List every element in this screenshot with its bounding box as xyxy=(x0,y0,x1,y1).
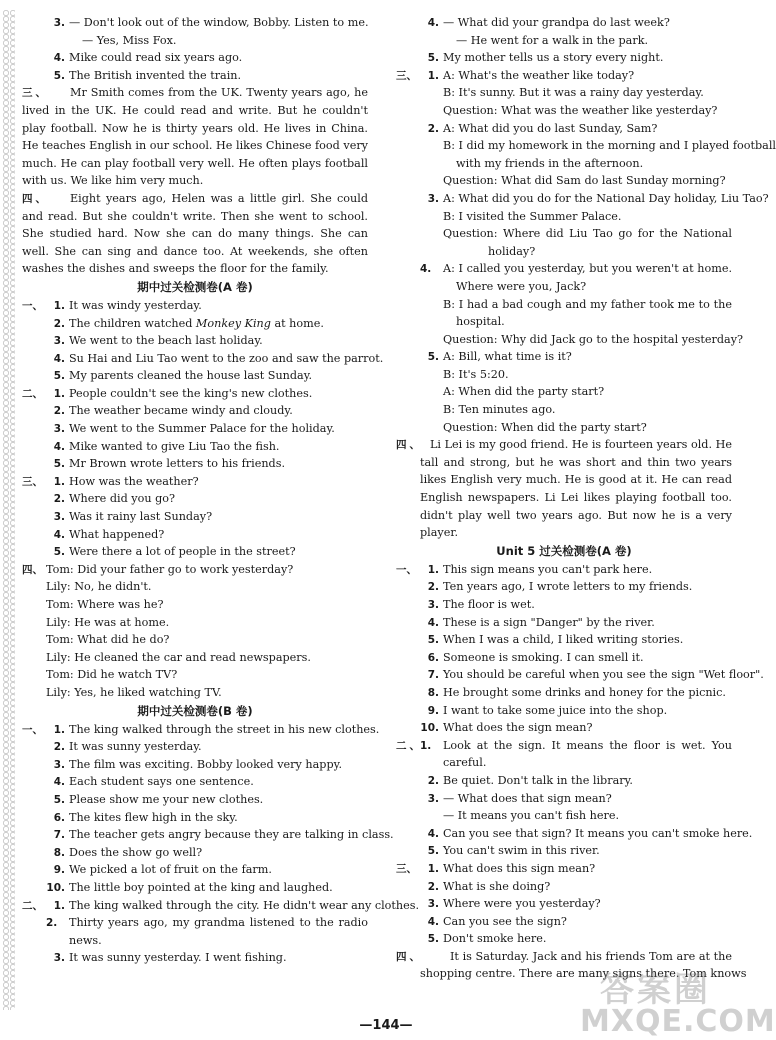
dialogue-line: B: It's sunny. But it was a rainy day yesterday. xyxy=(443,86,704,100)
list-item: 3. Was it rainy last Sunday? xyxy=(53,510,213,524)
list-item: 2. Thirty years ago, my grandma listened to the radio xyxy=(46,916,368,930)
list-item: 3. We went to the Summer Palace for the holiday. xyxy=(53,422,335,436)
dialogue-line: Lily: He was at home. xyxy=(46,615,170,629)
section-heading: Unit 5 过关检测卷(A 卷) xyxy=(496,543,632,558)
dialogue-line: B: I visited the Summer Palace. xyxy=(443,209,622,223)
paragraph-line: shopping centre. There are many signs there. Tom knows xyxy=(420,967,747,981)
list-item: 5. Were there a lot of people in the street? xyxy=(53,545,296,559)
paragraph-line: well. She can sing and dance too. At weekends, she often xyxy=(22,244,368,258)
paragraph-line: 四、 It is Saturday. Jack and his friends Tom are at the xyxy=(396,949,732,963)
list-item: 三、 1. How was the weather? xyxy=(22,474,199,488)
list-item: — It means you can't fish here. xyxy=(443,809,620,823)
dialogue-line: Lily: Yes, he liked watching TV. xyxy=(46,685,222,699)
dialogue-line: holiday? xyxy=(488,244,536,258)
dialogue-line: Lily: No, he didn't. xyxy=(46,580,152,594)
dialogue-line: B: I did my homework in the morning and I played football xyxy=(443,139,776,153)
dialogue-line: Question: When did the party start? xyxy=(443,420,647,434)
list-item: 二、1. Look at the sign. It means the floor is wet. You xyxy=(396,738,732,752)
paragraph-line: tall and strong, but he was short and thin two years xyxy=(420,455,732,469)
binding-edge-decoration xyxy=(3,10,15,1010)
dialogue-line: Tom: Where was he? xyxy=(46,598,164,611)
list-item: 5. The British invented the train. xyxy=(53,68,242,82)
list-item: 2. Where did you go? xyxy=(53,492,176,506)
list-item: 5. Please show me your new clothes. xyxy=(53,792,264,806)
list-item: news. xyxy=(69,933,102,947)
paragraph-line: He teaches English in our school. He likes Chinese food very xyxy=(22,139,368,153)
dialogue-line: B: It's 5:20. xyxy=(443,367,509,381)
list-item: 4. Su Hai and Liu Tao went to the zoo and saw the parrot. xyxy=(53,351,384,365)
list-item: 3. — Don't look out of the window, Bobby. Listen to me. xyxy=(53,16,369,29)
list-item: 4. Can you see that sign? It means you can't smoke here. xyxy=(427,826,753,840)
list-item: 二、 1. The king walked through the city. He didn't wear any clothes. xyxy=(22,898,420,912)
dialogue-line: with my friends in the afternoon. xyxy=(456,156,644,170)
list-item: 5. Don't smoke here. xyxy=(427,932,547,946)
list-item: 4. What happened? xyxy=(53,527,165,541)
dialogue-line: 三、 1. A: What's the weather like today? xyxy=(396,68,635,82)
list-item: 3. The floor is wet. xyxy=(427,598,535,611)
list-item: 4. — What did your grandpa do last week? xyxy=(427,16,670,29)
list-item: 2. It was sunny yesterday. xyxy=(53,740,202,754)
paragraph-line: 三、 Mr Smith comes from the UK. Twenty years ago, he xyxy=(22,86,368,100)
dialogue-line: 四、 Tom: Did your father go to work yesterday? xyxy=(22,562,294,576)
dialogue-line: B: Ten minutes ago. xyxy=(443,403,556,417)
watermark-text: 答案圈 xyxy=(600,970,711,1010)
list-item: 3. Where were you yesterday? xyxy=(427,897,601,911)
list-item: 4. Can you see the sign? xyxy=(427,914,567,928)
watermark-logo xyxy=(580,962,776,1040)
list-item: 8. Does the show go well? xyxy=(53,845,203,859)
paragraph-line: washes the dishes and sweeps the floor for the family. xyxy=(22,262,329,276)
list-item: 4. Each student says one sentence. xyxy=(53,775,254,789)
dialogue-line: 5. A: Bill, what time is it? xyxy=(427,350,572,364)
list-item: — He went for a walk in the park. xyxy=(456,33,649,47)
list-item: 4. These is a sign "Danger" by the river. xyxy=(427,615,655,629)
list-item: 一、 1. The king walked through the street in his new clothes. xyxy=(22,722,380,736)
list-item: 5. Mr Brown wrote letters to his friends. xyxy=(53,457,286,471)
watermark-url: MXQE.COM xyxy=(580,1004,776,1039)
paragraph-line: player. xyxy=(420,526,459,540)
list-item: 10. The little boy pointed at the king and laughed. xyxy=(46,880,333,894)
list-item: 8. He brought some drinks and honey for the picnic. xyxy=(427,685,726,699)
list-item: 7. You should be careful when you see the sign "Wet floor". xyxy=(427,668,764,682)
paragraph-line: and read. But she couldn't write. Then she went to school. xyxy=(22,209,368,223)
list-item: 9. We picked a lot of fruit on the farm. xyxy=(53,863,272,877)
dialogue-line: Question: What did Sam do last Sunday morning? xyxy=(443,174,726,188)
list-item: 5. When I was a child, I liked writing stories. xyxy=(427,633,684,647)
list-item: 2. What is she doing? xyxy=(427,879,551,893)
dialogue-line: Question: Where did Liu Tao go for the National xyxy=(443,227,732,241)
right-column xyxy=(396,14,776,983)
list-item: 2. Be quiet. Don't talk in the library. xyxy=(427,773,633,787)
list-item: careful. xyxy=(443,756,487,770)
dialogue-line: B: I had a bad cough and my father took me to the xyxy=(443,297,732,311)
list-item: 5. My parents cleaned the house last Sunday. xyxy=(53,369,313,383)
paragraph-line: She studied hard. Now she can do many things. She can xyxy=(22,227,368,241)
list-item: 3. The film was exciting. Bobby looked very happy. xyxy=(53,757,342,771)
list-item: 5. My mother tells us a story every night. xyxy=(427,51,664,65)
paragraph-line: English newspapers. Li Lei likes playing football too. xyxy=(420,491,732,505)
paragraph-line: didn't play well two years ago. But now he is a very xyxy=(420,508,732,522)
list-item: 一、 1. It was windy yesterday. xyxy=(22,298,202,312)
paragraph-line: with us. We like him very much. xyxy=(22,174,204,188)
list-item: 三、 1. What does this sign mean? xyxy=(396,861,596,875)
dialogue-line: hospital. xyxy=(456,315,505,329)
section-heading: 期中过关检测卷(A 卷) xyxy=(137,279,253,294)
list-item: 2. The weather became windy and cloudy. xyxy=(53,404,293,418)
left-column xyxy=(22,14,420,967)
paragraph-line: likes English very much. He is good at it. He can read xyxy=(420,473,732,487)
list-item: 2. Ten years ago, I wrote letters to my friends. xyxy=(427,580,693,594)
dialogue-line: 2. A: What did you do last Sunday, Sam? xyxy=(427,121,658,135)
paragraph-line: much. He can play football very well. He often plays football xyxy=(22,156,368,170)
section-heading: 期中过关检测卷(B 卷) xyxy=(137,703,253,718)
dialogue-line: Question: What was the weather like yesterday? xyxy=(443,103,718,117)
dialogue-line: Question: Why did Jack go to the hospital yesterday? xyxy=(443,332,744,346)
dialogue-line: 3. A: What did you do for the National Day holiday, Liu Tao? xyxy=(427,191,769,205)
dialogue-line: Where were you, Jack? xyxy=(456,279,587,293)
list-item: 6. Someone is smoking. I can smell it. xyxy=(427,650,644,664)
paragraph-line: 四、 Eight years ago, Helen was a little girl. She could xyxy=(22,191,368,205)
paragraph-line: 四、 Li Lei is my good friend. He is fourteen years old. He xyxy=(396,438,732,452)
list-item: — Yes, Miss Fox. xyxy=(82,33,177,47)
list-item: 3. We went to the beach last holiday. xyxy=(53,334,263,348)
dialogue-line: A: When did the party start? xyxy=(443,385,605,399)
paragraph-line: lived in the UK. He could read and write. But he couldn't xyxy=(22,103,368,117)
dialogue-line: 4. A: I called you yesterday, but you weren't at home. xyxy=(420,262,732,276)
list-item: 9. I want to take some juice into the shop. xyxy=(427,703,668,717)
dialogue-line: Tom: What did he do? xyxy=(46,633,170,647)
list-item: 一、 1. This sign means you can't park here. xyxy=(396,562,653,576)
list-item: 4. Mike wanted to give Liu Tao the fish. xyxy=(53,439,280,453)
dialogue-line: Lily: He cleaned the car and read newspapers. xyxy=(46,650,311,664)
list-item: 3. — What does that sign mean? xyxy=(427,791,612,805)
list-item: 6. The kites flew high in the sky. xyxy=(53,810,238,824)
list-item: 2. The children watched Monkey King at home. xyxy=(53,316,324,330)
page-number: —144— xyxy=(359,1018,413,1033)
list-item: 4. Mike could read six years ago. xyxy=(53,51,243,65)
list-item: 3. It was sunny yesterday. I went fishing. xyxy=(53,951,287,965)
list-item: 10. What does the sign mean? xyxy=(420,721,593,735)
list-item: 7. The teacher gets angry because they are talking in class. xyxy=(53,828,394,842)
dialogue-line: Tom: Did he watch TV? xyxy=(46,668,178,682)
list-item: 二、 1. People couldn't see the king's new clothes. xyxy=(22,386,313,400)
list-item: 5. You can't swim in this river. xyxy=(427,844,600,858)
paragraph-line: play football. Now he is thirty years old. He lives in China. xyxy=(22,121,368,135)
